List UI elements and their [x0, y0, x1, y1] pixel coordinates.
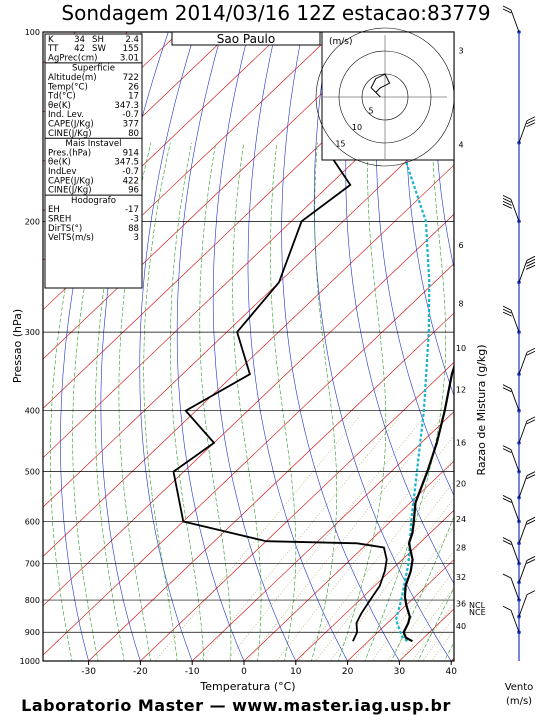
wind-label: Vento — [504, 682, 534, 693]
index-value: 155 — [122, 44, 139, 55]
mixing-ratio-tick-label: 8 — [458, 299, 464, 309]
mixing-ratio-tick-labels — [456, 46, 466, 631]
wind-barb — [519, 521, 527, 543]
most-unstable-value: 422 — [122, 176, 139, 187]
surface-value: Altitude(m) — [48, 73, 97, 83]
wind-barb — [519, 260, 527, 282]
hodograph-stats-value: 88 — [128, 223, 139, 234]
x-axis-label: Temperatura (°C) — [200, 680, 296, 693]
mixing-ratio-tick-label: 12 — [455, 385, 467, 395]
most-unstable-value: IndLev — [48, 167, 77, 177]
wind-barb — [519, 421, 527, 443]
wind-barb — [511, 610, 519, 632]
wind-barb-feather — [503, 606, 511, 610]
most-unstable-value: -0.7 — [122, 167, 139, 177]
hodograph-ring-label: 10 — [351, 123, 363, 133]
wind-barb — [519, 476, 527, 498]
wind-barb — [511, 199, 519, 221]
most-unstable-title: Mais Instavel — [65, 139, 122, 150]
mixing-ratio-tick-label: 10 — [455, 344, 467, 354]
wind-barb-feather — [527, 591, 535, 595]
wind-profile — [503, 6, 535, 661]
mixing-ratio-tick-label: 4 — [458, 140, 464, 150]
index-value: AgPrec(cm) — [48, 53, 98, 64]
wind-barb — [519, 352, 527, 374]
wind-barb — [511, 389, 519, 411]
isotherm-line — [541, 3, 552, 674]
mixing-ratio-tick-label: 3 — [458, 46, 464, 56]
hodograph-units: (m/s) — [329, 37, 353, 47]
surface-value: 722 — [122, 73, 139, 83]
most-unstable-value: CINE(J/Kg) — [48, 185, 92, 196]
dry-adiabat — [463, 3, 552, 674]
surface-value: Td(°C) — [48, 91, 76, 102]
mixing-ratio-tick-label: 16 — [455, 438, 467, 448]
most-unstable-value: CAPE(J/Kg) — [48, 176, 94, 187]
temperature-tick-label: 0 — [241, 667, 247, 677]
hodograph-stats-title: Hodografo — [71, 195, 116, 206]
isotherm-line — [489, 3, 552, 674]
surface-value: Ind. Lev. — [48, 110, 84, 121]
most-unstable-value: 347.5 — [114, 157, 139, 168]
hodograph-stats-value: -17 — [124, 205, 139, 216]
wind-units: (m/s) — [505, 696, 533, 707]
surface-value: CAPE(J/Kg) — [48, 119, 94, 130]
station-label: Sao Paulo — [216, 32, 276, 46]
mixing-ratio-tick-label: 32 — [455, 572, 467, 582]
wind-barb — [511, 10, 519, 32]
pressure-tick-label: 200 — [24, 217, 40, 227]
lcl-label: NCL — [469, 601, 486, 610]
index-value: K — [48, 34, 54, 45]
hodograph-ring-label: 5 — [368, 106, 374, 116]
hodograph-stats-value: EH — [48, 205, 60, 216]
hodograph-stats-value: VelTS(m/s) — [48, 233, 95, 244]
hodograph-stats-value: DirTS(°) — [48, 223, 83, 234]
surface-title: Superficie — [72, 63, 115, 74]
surface-value: -0.7 — [122, 110, 139, 121]
indices-panel — [45, 34, 142, 288]
most-unstable-value: 96 — [128, 185, 139, 196]
wind-barb — [511, 499, 519, 521]
lfc-label: NCE — [469, 608, 486, 617]
index-value: 3.01 — [119, 53, 139, 64]
dry-adiabat — [543, 3, 552, 674]
mixing-ratio-tick-label: 6 — [458, 240, 464, 250]
temperature-tick-label: 30 — [393, 667, 406, 677]
index-value: SH — [92, 34, 104, 45]
mixing-ratio-tick-label: 28 — [455, 543, 467, 553]
hodograph-stats-value: -3 — [130, 214, 139, 225]
temperature-tick-label: -20 — [133, 667, 148, 677]
pressure-tick-label: 100 — [24, 28, 40, 37]
hodograph-stats-value: SREH — [48, 214, 72, 225]
wind-barb-feather — [503, 574, 511, 578]
right-axis-label: Razao de Mistura (g/kg) — [475, 344, 488, 476]
wind-barb — [519, 595, 527, 617]
temperature-tick-label: 10 — [290, 667, 302, 677]
surface-value: 80 — [128, 128, 139, 139]
pressure-tick-label: 700 — [24, 559, 40, 569]
surface-value: CINE(J/Kg) — [48, 128, 92, 139]
footer: Laboratorio Master — www.master.iag.usp.br — [21, 696, 451, 715]
temperature-tick-labels — [81, 661, 457, 677]
pressure-tick-label: 800 — [24, 596, 40, 606]
hodograph-ring-label: 15 — [335, 139, 346, 149]
surface-value: 377 — [122, 119, 139, 130]
most-unstable-value: 914 — [122, 148, 139, 159]
index-value: TT — [48, 44, 59, 55]
index-value: 42 — [74, 44, 85, 55]
index-value: 2.4 — [125, 34, 139, 45]
index-value: SW — [92, 44, 106, 55]
pressure-tick-label: 600 — [24, 517, 40, 527]
mixing-ratio-tick-label: 40 — [455, 622, 467, 632]
surface-value: θe(K) — [48, 100, 71, 111]
mixing-ratio-tick-label: 24 — [455, 515, 467, 525]
hodograph — [316, 28, 454, 166]
pressure-tick-label: 400 — [24, 406, 40, 416]
temperature-tick-label: -30 — [81, 667, 96, 677]
mixing-ratio-tick-label: 36 — [455, 599, 467, 609]
dry-adiabat — [490, 3, 552, 674]
chart-title: Sondagem 2014/03/16 12Z estacao:83779 — [61, 1, 491, 25]
wind-barb — [511, 450, 519, 472]
pressure-tick-label: 500 — [24, 467, 40, 477]
index-value: 34 — [74, 34, 85, 45]
temperature-tick-label: 40 — [445, 667, 457, 677]
surface-value: 26 — [128, 82, 139, 93]
surface-value: 347.3 — [114, 100, 139, 111]
mixing-ratio-tick-label: 20 — [455, 479, 467, 489]
pressure-tick-label: 300 — [24, 328, 40, 338]
wind-barb — [519, 121, 527, 143]
pressure-tick-label: 1000 — [19, 657, 40, 666]
temperature-tick-label: -10 — [184, 667, 200, 677]
wind-barb — [511, 310, 519, 332]
temperature-tick-label: 20 — [341, 667, 354, 677]
most-unstable-value: Pres.(hPa) — [48, 148, 92, 159]
pressure-tick-label: 900 — [24, 628, 40, 638]
surface-value: 17 — [128, 91, 139, 102]
y-axis-label: Pressao (hPa) — [11, 308, 24, 384]
hodograph-stats-value: 3 — [133, 233, 139, 244]
wind-barb — [511, 542, 519, 564]
surface-value: Temp(°C) — [48, 82, 88, 93]
most-unstable-value: θe(K) — [48, 157, 71, 168]
